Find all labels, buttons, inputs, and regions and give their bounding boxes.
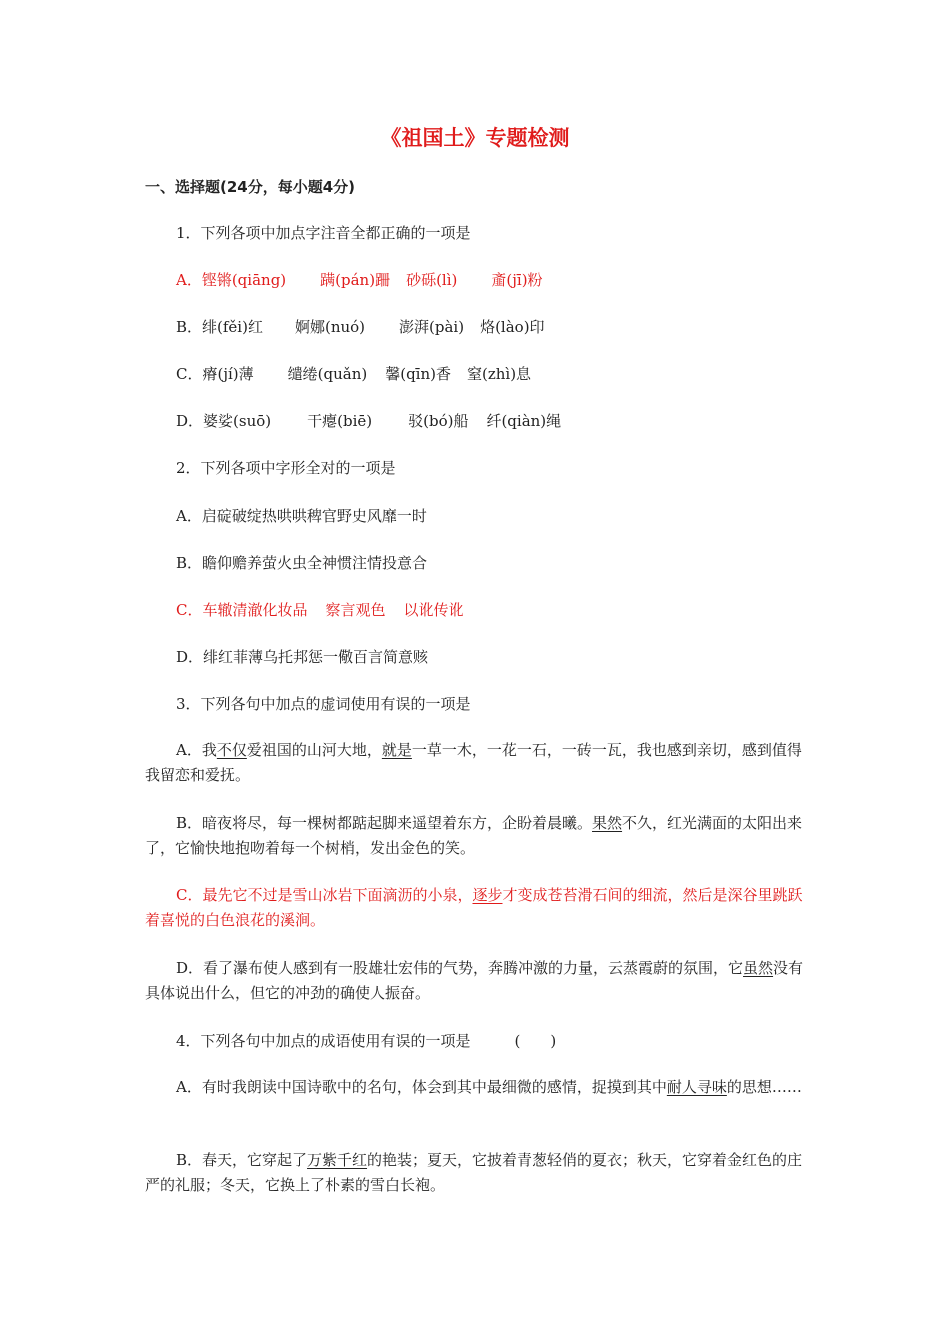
marked-idiom: 耐人寻味 [666, 1078, 727, 1096]
text: D．看了瀑布使人感到有一股雄壮宏伟的气势，奔腾冲激的力量，云蒸霞蔚的氛围，它 [176, 959, 744, 977]
question-2-option-d: D．绯红菲薄乌托邦惩一儆百言简意赅 [176, 648, 429, 666]
option-a-item-3: 砂砾(lì) [406, 271, 458, 289]
option-a-item-1: A．铿锵(qiāng) [176, 271, 287, 289]
marked-word: 逐步 [472, 886, 503, 904]
question-3-option-a [145, 738, 807, 788]
question-3-option-c [145, 883, 807, 933]
text: 的艳装；夏天，它披着青葱轻俏的夏衣；秋天，它穿着金红色的庄严的礼服；冬天，它换上了朴素的雪白长袍。 [145, 1151, 803, 1194]
text: 才变成苍苔滑石间的细流，然后是深谷里跳跃着喜悦的白色浪花的溪涧。 [145, 886, 803, 929]
option-d-item-1: D．婆娑(suō) [176, 412, 272, 430]
question-4-option-a [145, 1075, 807, 1100]
question-1-option-b [176, 316, 545, 337]
text: B．暗夜将尽，每一棵树都踮起脚来遥望着东方，企盼着晨曦。 [176, 814, 593, 832]
text: 不久，红光满面的太阳出来了，它愉快地抱吻着每一个树梢，发出金色的笑。 [145, 814, 803, 857]
option-d-item-2: 干瘪(biē) [307, 412, 373, 430]
question-2-stem: 2．下列各项中字形全对的一项是 [176, 459, 396, 477]
option-a-item-4: 齑(jī)粉 [491, 271, 543, 289]
question-3-option-d [145, 956, 807, 1006]
document-title: 《祖国土》专题检测 [380, 126, 570, 150]
text: 的思想…… [726, 1078, 802, 1096]
option-a-item-2: 蹒(pán)跚 [320, 271, 391, 289]
question-3-option-b [145, 811, 807, 861]
option-d-item-4: 纤(qiàn)绳 [486, 412, 562, 430]
option-b-item-1: B．绯(fěi)红 [176, 318, 263, 336]
option-c-item-4: 窒(zhì)息 [466, 365, 532, 383]
question-4-stem [176, 1030, 556, 1051]
marked-word: 虽然 [743, 959, 774, 977]
text: 一草一木，一花一石，一砖一瓦，我也感到亲切，感到值得我留恋和爱抚。 [145, 741, 802, 784]
question-1-option-c [176, 363, 531, 384]
text: A．有时我朗读中国诗歌中的名句，体会到其中最细微的感情，捉摸到其中 [176, 1078, 667, 1096]
question-4-option-b [145, 1148, 807, 1198]
text: A．我 [176, 741, 217, 759]
question-2-option-a: A．启碇破绽热哄哄稗官野史风靡一时 [176, 507, 427, 525]
option-c-item-1: C．瘠(jí)薄 [176, 365, 254, 383]
answer-bracket: ( ) [514, 1032, 557, 1050]
question-2-option-c [176, 599, 464, 620]
question-1-option-d [176, 410, 561, 431]
option-c-part-1: C．车辙清澈化妆品 [176, 601, 308, 619]
text: 爱祖国的山河大地， [246, 741, 382, 759]
option-b-item-3: 澎湃(pài) [399, 318, 465, 336]
marked-word: 不仅 [216, 741, 247, 759]
option-c-item-3: 馨(qīn)香 [385, 365, 451, 383]
option-b-item-2: 婀娜(nuó) [294, 318, 366, 336]
option-c-item-2: 缱绻(quǎn) [287, 365, 368, 383]
option-b-item-4: 烙(lào)印 [480, 318, 545, 336]
text: C．最先它不过是雪山冰岩下面滴沥的小泉， [176, 886, 473, 904]
option-c-part-2: 察言观色 [325, 601, 386, 619]
section-heading: 一、选择题(24分，每小题4分) [145, 178, 356, 196]
marked-idiom: 万紫千红 [307, 1151, 368, 1169]
marked-word: 就是 [381, 741, 412, 759]
option-c-part-3: 以讹传讹 [403, 601, 464, 619]
stem-text: 4．下列各句中加点的成语使用有误的一项是 [176, 1032, 471, 1050]
question-1-option-a [176, 269, 543, 290]
question-3-stem: 3．下列各句中加点的虚词使用有误的一项是 [176, 695, 471, 713]
marked-word: 果然 [592, 814, 623, 832]
question-1-stem: 1．下列各项中加点字注音全都正确的一项是 [176, 224, 471, 242]
option-d-item-3: 驳(bó)船 [408, 412, 469, 430]
text: 没有具体说出什么，但它的冲劲的确使人振奋。 [145, 959, 804, 1002]
text: B．春天，它穿起了 [176, 1151, 308, 1169]
question-2-option-b: B．瞻仰赡养萤火虫全神惯注情投意合 [176, 554, 428, 572]
